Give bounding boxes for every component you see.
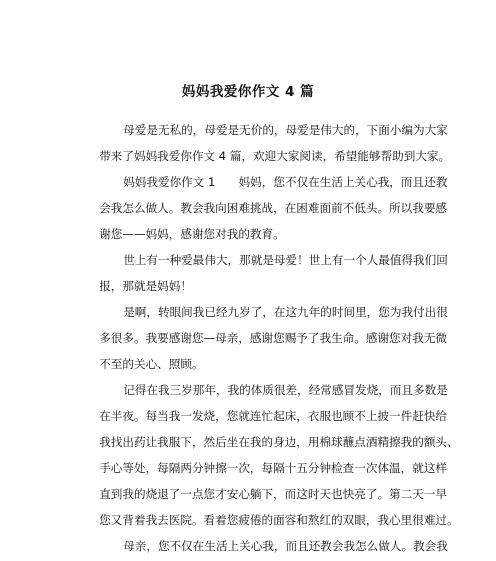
text-line: 报，那就是妈妈！ [99, 279, 192, 293]
document-title: 妈妈我爱你作文 4 篇 [181, 84, 315, 100]
text-line: 记得在我三岁那年，我的体质很差，经常感冒发烧，而且多数是 [123, 383, 448, 397]
paragraph [76, 247, 448, 299]
paragraph [76, 117, 451, 169]
text-line: 在半夜。每当我一发烧，您就连忙起床，衣服也顾不上披一件赶快给 [99, 409, 448, 423]
text-line: 手心等处，每隔两分钟擦一次，每隔十五分钟检查一次体温，就这样 [99, 461, 448, 475]
text-line: 母亲，您不仅在生活上关心我，而且还教会我怎么做人。教会我 [123, 539, 448, 553]
text-line: 多很多。我要感谢您—母亲，感谢您赐予了我生命。感谢您对我无微 [99, 331, 448, 345]
text-line: 妈妈我爱你作文 1 妈妈，您不仅在生活上关心我，而且还教 [123, 175, 448, 189]
paragraph [76, 299, 448, 377]
text-line: 直到我的烧退了一点您才安心躺下，而这时天也快亮了。第二天一早 [99, 487, 448, 501]
paragraph [76, 533, 448, 559]
text-line: 世上有一种爱最伟大，那就是母爱！世上有一个人最值得我们回 [123, 253, 448, 267]
text-line: 带来了妈妈我爱你作文 4 篇，欢迎大家阅读，希望能够帮助到大家。 [99, 149, 451, 163]
text-line: 是啊，转眼间我已经九岁了，在这九年的时间里，您为我付出很 [123, 305, 448, 319]
text-line: 不至的关心、照顾。 [99, 357, 204, 371]
document-body [76, 117, 459, 559]
text-line: 会我怎么做人。教会我向困难挑战，在困难面前不低头。所以我要感 [99, 201, 448, 215]
text-line: 母爱是无私的，母爱是无价的，母爱是伟大的，下面小编为大家 [123, 123, 448, 137]
paragraph [76, 377, 459, 533]
paragraph [76, 169, 448, 247]
text-line: 我找出药让我服下，然后坐在我的身边，用棉球蘸点酒精擦我的额头、 [99, 435, 459, 449]
text-line: 您又背着我去医院。看着您疲倦的面容和熬红的双眼，我心里很难过。 [99, 513, 459, 527]
text-line: 谢您——妈妈，感谢您对我的教育。 [99, 227, 285, 241]
